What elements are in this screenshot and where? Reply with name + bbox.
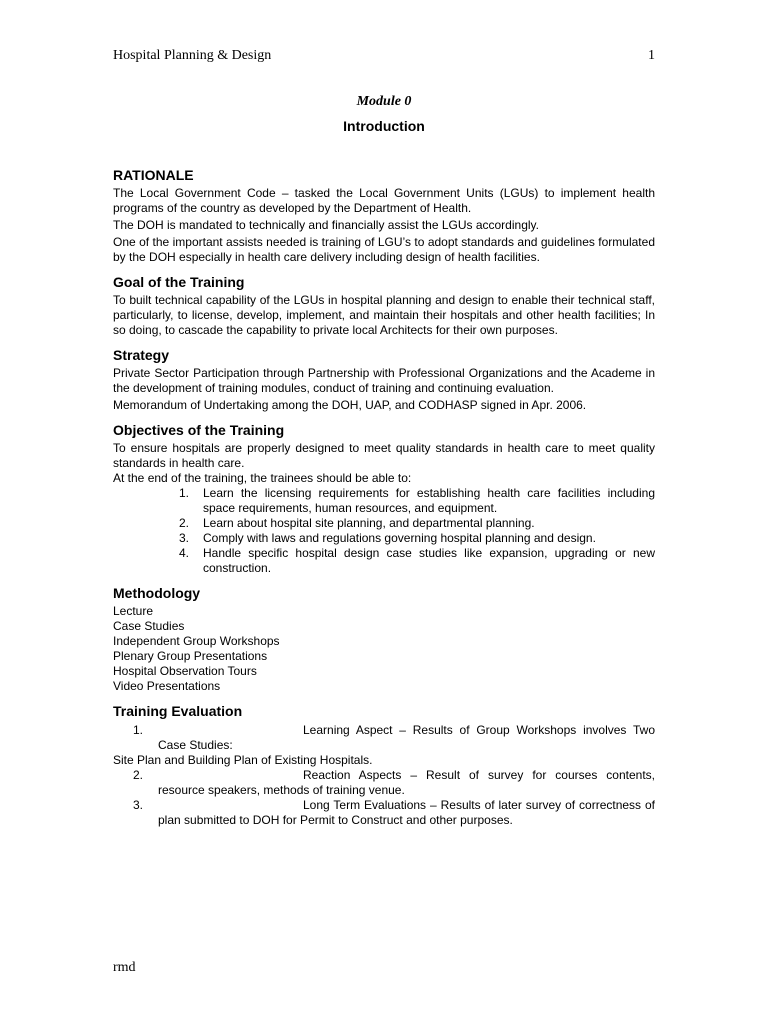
evaluation-item — [113, 798, 655, 828]
objective-text: Handle specific hospital design case studies like expansion, upgrading or new construction. — [203, 546, 655, 575]
objective-number: 3. — [179, 531, 190, 545]
page-header — [113, 48, 655, 64]
evaluation-text: – Results of Group Workshops involves Two Case Studies: — [158, 723, 655, 752]
evaluation-aspect: Reaction Aspects — [303, 768, 402, 782]
objectives-section — [113, 421, 655, 576]
header-title: Hospital Planning & Design — [113, 48, 272, 63]
evaluation-aspect: Learning Aspect — [303, 723, 393, 737]
strategy-heading: Strategy — [113, 347, 170, 363]
methodology-item: Hospital Observation Tours — [113, 664, 257, 678]
methodology-list — [113, 604, 655, 694]
strategy-paragraph: Private Sector Participation through Partnership with Professional Organizations and the Academe in the development of training modules, conduct of training and continuing evaluation. — [113, 366, 655, 395]
objective-item — [113, 516, 655, 531]
rationale-heading: RATIONALE — [113, 167, 194, 183]
evaluation-aspect: Long Term Evaluations — [303, 798, 427, 812]
rationale-paragraph: The Local Government Code – tasked the Local Government Units (LGUs) to implement health programs of the country as developed by the Department of Health. — [113, 186, 655, 215]
goal-text: To built technical capability of the LGUs in hospital planning and design to enable their technical staff, particularly, to license, develop, implement, and maintain their hospitals and other health facilities; In so doing, to cascade the capability to private local Architects for their own purposes. — [113, 293, 655, 337]
evaluation-heading: Training Evaluation — [113, 703, 243, 719]
page-footer — [113, 960, 136, 976]
goal-heading: Goal of the Training — [113, 274, 245, 290]
methodology-heading: Methodology — [113, 585, 201, 601]
evaluation-text: – Result of survey for courses contents, resource speakers, methods of training venue. — [158, 768, 655, 797]
rationale-paragraph: One of the important assists needed is training of LGU’s to adopt standards and guidelines formulated by the DOH especially in health care delivery including design of health facilities. — [113, 235, 655, 264]
rationale-section — [113, 166, 655, 265]
methodology-item: Independent Group Workshops — [113, 634, 280, 648]
methodology-item: Lecture — [113, 604, 154, 618]
methodology-item: Case Studies — [113, 619, 185, 633]
evaluation-number: 2. — [133, 768, 144, 782]
objective-number: 1. — [179, 486, 190, 500]
objective-text: Learn about hospital site planning, and departmental planning. — [203, 516, 535, 530]
footer-initials: rmd — [113, 960, 136, 975]
objective-number: 2. — [179, 516, 190, 530]
evaluation-continuation: Site Plan and Building Plan of Existing Hospitals. — [113, 753, 373, 767]
strategy-section — [113, 346, 655, 413]
strategy-paragraph: Memorandum of Undertaking among the DOH, UAP, and CODHASP signed in Apr. 2006. — [113, 398, 587, 412]
methodology-item: Plenary Group Presentations — [113, 649, 268, 663]
methodology-item: Video Presentations — [113, 679, 221, 693]
evaluation-list — [113, 723, 655, 828]
objectives-heading: Objectives of the Training — [113, 422, 285, 438]
objective-number: 4. — [179, 546, 190, 560]
page-title: Introduction — [343, 118, 425, 134]
objective-item — [113, 486, 655, 516]
goal-section — [113, 273, 655, 338]
document-body — [113, 94, 655, 828]
objective-item — [113, 546, 655, 576]
evaluation-number: 1. — [133, 723, 144, 737]
objective-text: Comply with laws and regulations governing hospital planning and design. — [203, 531, 596, 545]
objective-text: Learn the licensing requirements for establishing health care facilities including space requirements, human resources, and equipment. — [203, 486, 655, 515]
methodology-section — [113, 584, 655, 694]
evaluation-text: – Results of later survey of correctness of plan submitted to DOH for Permit to Construct and other purposes. — [158, 798, 655, 827]
objective-item — [113, 531, 655, 546]
objectives-lead: At the end of the training, the trainees should be able to: — [113, 471, 412, 485]
objectives-intro: To ensure hospitals are properly designed to meet quality standards in health care to meet quality standards in health care. — [113, 441, 655, 470]
module-label: Module 0 — [356, 94, 412, 109]
evaluation-number: 3. — [133, 798, 144, 812]
rationale-paragraph: The DOH is mandated to technically and financially assist the LGUs accordingly. — [113, 218, 539, 232]
evaluation-item — [113, 723, 655, 753]
page-number: 1 — [648, 48, 655, 63]
evaluation-item — [113, 768, 655, 798]
evaluation-section — [113, 702, 655, 828]
objectives-list — [113, 486, 655, 576]
